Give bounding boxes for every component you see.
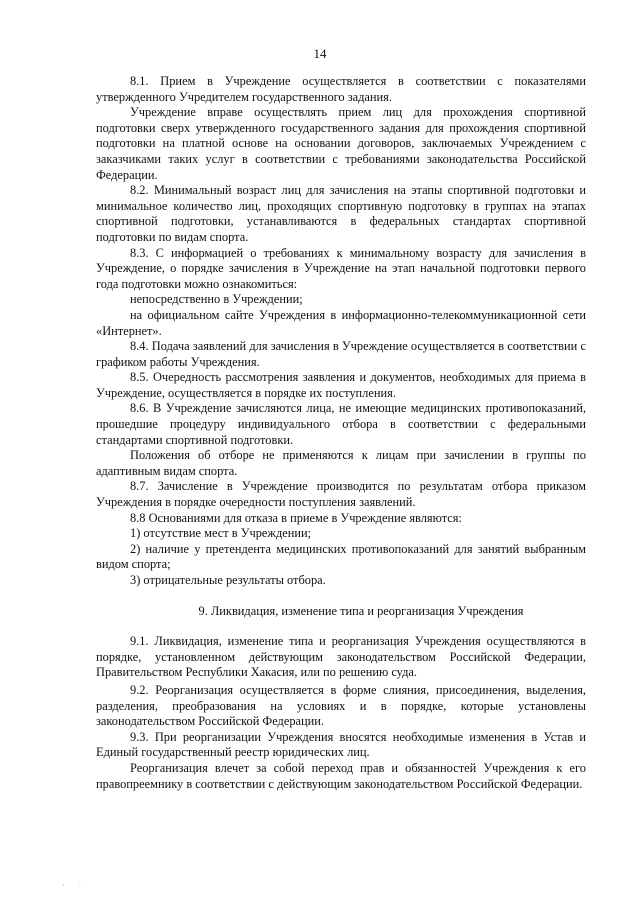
paragraph-8-1-paid: Учреждение вправе осуществлять прием лиц для прохождения спортивной подготовки сверх утвержденного государственного задания для прохождения спортивной подготовки на платной основе на основании договоров, заключаемых Учреждением с заказчиками таких услуг в соответствии с требованиями законодательства Российской Федерации. (96, 105, 586, 182)
paragraph-9-3: 9.3. При реорганизации Учреждения вносятся необходимые изменения в Устав и Единый государственный реестр юридических лиц. (96, 729, 586, 760)
document-body (96, 74, 586, 792)
paragraph-8-3: 8.3. С информацией о требованиях к минимальному возрасту для зачисления в Учреждение, о порядке зачисления в Учреждение на этап начальной подготовки первого года подготовки можно ознакомиться: (96, 245, 586, 291)
paragraph-9-2: 9.2. Реорганизация осуществляется в форме слияния, присоединения, выделения, разделения, преобразования на условиях и в порядке, которые установлены законодательством Российской Федерации. (96, 682, 586, 729)
paragraph-8-3-item-2: на официальном сайте Учреждения в информационно-телекоммуникационной сети «Интернет». (96, 307, 586, 338)
paragraph-9-3-reorganization: Реорганизация влечет за собой переход прав и обязанностей Учреждения к его правопреемнику в соответствии с действующим законодательством Российской Федерации. (96, 760, 586, 791)
paragraph-8-8-item-2: 2) наличие у претендента медицинских противопоказаний для занятий выбранным видом спорта; (96, 541, 586, 572)
paragraph-8-7: 8.7. Зачисление в Учреждение производится по результатам отбора приказом Учреждения в порядке очередности поступления заявлений. (96, 479, 586, 510)
paragraph-8-1: 8.1. Прием в Учреждение осуществляется в соответствии с показателями утвержденного Учредителем государственного задания. (96, 74, 586, 104)
paragraph-8-8: 8.8 Основаниями для отказа в приеме в Учреждение являются: (130, 510, 462, 525)
scan-artifact-mark: · · (62, 881, 88, 890)
paragraph-8-4: 8.4. Подача заявлений для зачисления в Учреждение осуществляется в соответствии с графиком работы Учреждения. (96, 339, 586, 369)
paragraph-8-6: 8.6. В Учреждение зачисляются лица, не имеющие медицинских противопоказаний, прошедшие процедуру индивидуального отбора в соответствии с федеральными стандартами спортивной подготовки. (96, 401, 586, 447)
paragraph-8-8-item-1: 1) отсутствие мест в Учреждении; (130, 526, 312, 541)
paragraph-8-6-adaptive: Положения об отборе не применяются к лицам при зачислении в группы по адаптивным видам спорта. (96, 448, 586, 478)
section-heading: 9. Ликвидация, изменение типа и реорганизация Учреждения (198, 603, 524, 618)
paragraph-8-5: 8.5. Очередность рассмотрения заявления и документов, необходимых для приема в Учреждение, осуществляется в порядке их поступления. (96, 370, 586, 400)
paragraph-8-2: 8.2. Минимальный возраст лиц для зачисления на этапы спортивной подготовки и минимальное количество лиц, проходящих спортивную подготовку в группах на этапах спортивной подготовки, устанавливаются в федеральных стандартах спортивной подготовки по видам спорта. (96, 183, 586, 244)
page-number: 14 (313, 46, 327, 61)
paragraph-8-3-item-1: непосредственно в Учреждении; (130, 292, 303, 307)
paragraph-8-8-item-3: 3) отрицательные результаты отбора. (130, 573, 326, 587)
paragraph-9-1: 9.1. Ликвидация, изменение типа и реорганизация Учреждения осуществляются в порядке, установленном действующим законодательством Российской Федерации, Правительством Республики Хакасия, или по решению суда. (96, 634, 586, 680)
